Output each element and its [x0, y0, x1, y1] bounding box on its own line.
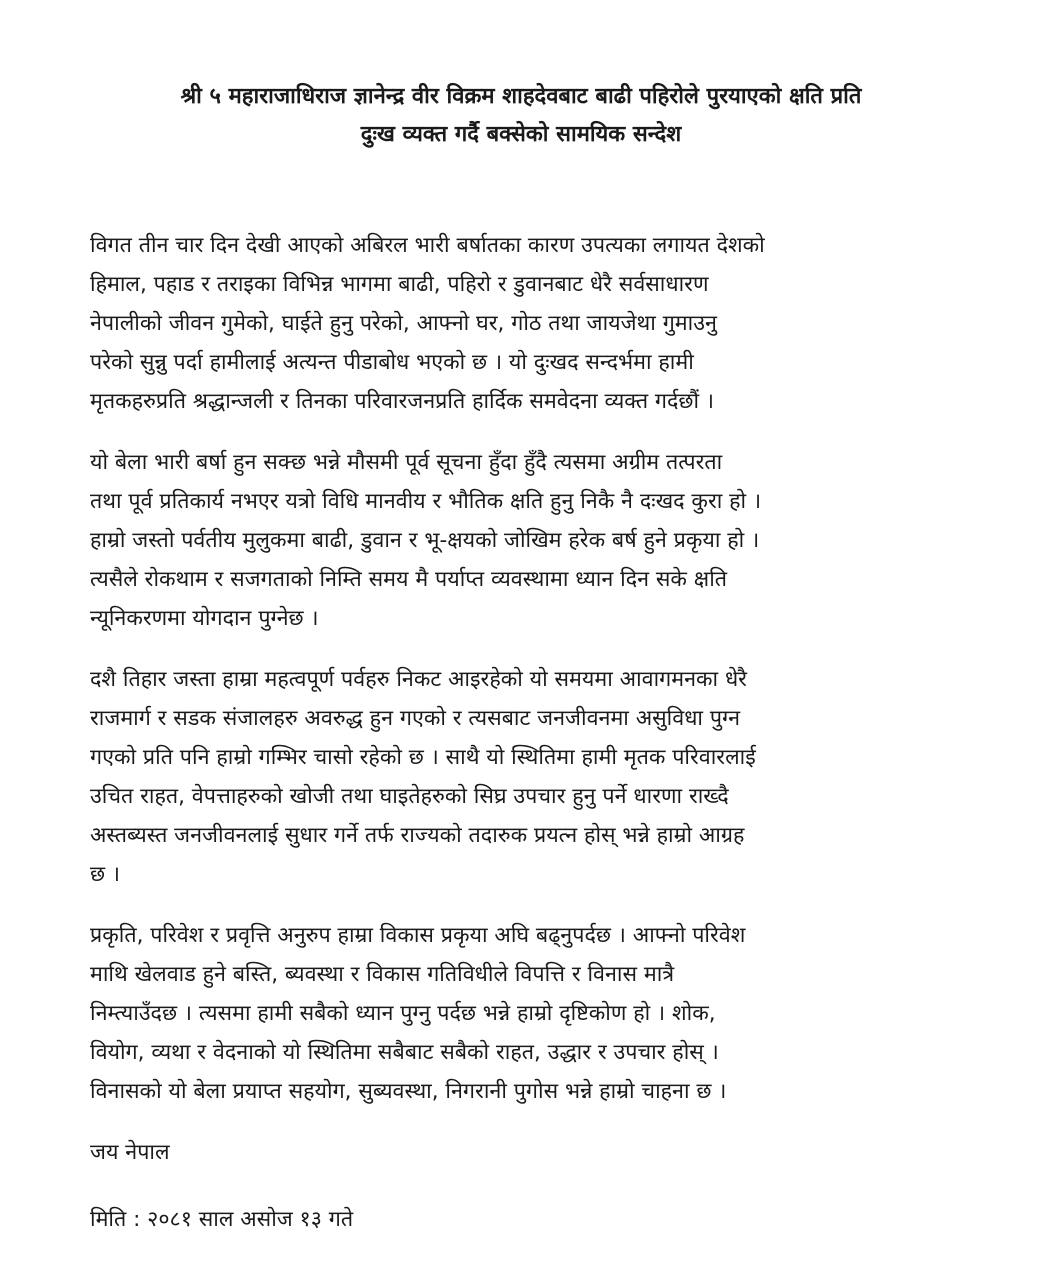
paragraph-line: माथि खेलवाड हुने बस्ति, ब्यवस्था र विकास गतिविधीले विपत्ति र विनास मात्रै — [90, 962, 675, 987]
title-line-2: दुःख व्यक्त गर्दै बक्सेको सामयिक सन्देश — [360, 122, 682, 147]
document-title — [60, 78, 982, 154]
paragraph-line: हिमाल, पहाड र तराइका विभिन्न भागमा बाढी, पहिरो र डुवानबाट धेरै सर्वसाधारण — [90, 272, 709, 297]
title-line-1: श्री ५ महाराजाधिराज ज्ञानेन्द्र वीर विक्रम शाहदेवबाट बाढी पहिरोले पुरयाएको क्षति प्रति — [180, 84, 862, 109]
paragraph-line: विगत तीन चार दिन देखी आएको अबिरल भारी बर्षातका कारण उपत्यका लगायत देशको — [90, 233, 765, 258]
paragraph-line: प्रकृति, परिवेश र प्रवृत्ति अनुरुप हाम्रा विकास प्रकृया अघि बढ्नुपर्दछ । आफ्नो परिवेश — [90, 923, 746, 948]
paragraph-line: तथा पूर्व प्रतिकार्य नभएर यत्रो विधि मानवीय र भौतिक क्षति हुनु निकै नै दःखद कुरा हो । — [90, 489, 762, 514]
paragraph-line: परेको सुन्नु पर्दा हामीलाई अत्यन्त पीडाबोध भएको छ । यो दुःखद सन्दर्भमा हामी — [90, 350, 694, 375]
document-date: मिति : २०८१ साल असोज १३ गते — [90, 1207, 354, 1232]
paragraph-line: अस्तब्यस्त जनजीवनलाई सुधार गर्ने तर्फ राज्यको तदारुक प्रयत्न होस् भन्ने हाम्रो आग्रह — [90, 823, 745, 848]
paragraph-line: निम्त्याउँदछ । त्यसमा हामी सबैको ध्यान पुग्नु पर्दछ भन्ने हाम्रो दृष्टिकोण हो । शोक, — [90, 1001, 716, 1026]
paragraph-line: राजमार्ग र सडक संजालहरु अवरुद्ध हुन गएको र त्यसबाट जनजीवनमा असुविधा पुग्न — [90, 706, 741, 731]
paragraph-line: उचित राहत, वेपत्ताहरुको खोजी तथा घाइतेहरुको सिघ्र उपचार हुनु पर्ने धारणा राख्दै — [90, 784, 729, 809]
paragraph-4 — [90, 916, 960, 1111]
paragraph-line: नेपालीको जीवन गुमेको, घाईते हुनु परेको, आफ्नो घर, गोठ तथा जायजेथा गुमाउनु — [90, 311, 717, 336]
paragraph-line: विनासको यो बेला प्रयाप्त सहयोग, सुब्यवस्था, निगरानी पुगोस भन्ने हाम्रो चाहना छ । — [90, 1079, 727, 1104]
paragraph-2 — [90, 443, 960, 638]
paragraph-line: वियोग, व्यथा र वेदनाको यो स्थितिमा सबैबाट सबैको राहत, उद्धार र उपचार होस् । — [90, 1040, 719, 1065]
paragraph-1 — [90, 226, 960, 421]
paragraph-line: गएको प्रति पनि हाम्रो गम्भिर चासो रहेको छ । साथै यो स्थितिमा हामी मृतक परिवारलाई — [90, 745, 756, 770]
paragraph-line: हाम्रो जस्तो पर्वतीय मुलुकमा बाढी, डुवान र भू-क्षयको जोखिम हरेक बर्ष हुने प्रकृया हो । — [90, 528, 760, 553]
paragraph-3 — [90, 660, 960, 894]
paragraph-line: मृतकहरुप्रति श्रद्धान्जली र तिनका परिवारजनप्रति हार्दिक समवेदना व्यक्त गर्दछौं । — [90, 389, 715, 414]
document-body — [90, 226, 960, 1267]
paragraph-line: दशै तिहार जस्ता हाम्रा महत्वपूर्ण पर्वहरु निकट आइरहेको यो समयमा आवागमनका धेरै — [90, 667, 747, 692]
paragraph-line: न्यूनिकरणमा योगदान पुग्नेछ । — [90, 606, 319, 631]
closing-salutation: जय नेपाल — [90, 1140, 170, 1165]
paragraph-line: छ । — [90, 862, 121, 887]
paragraph-line: त्यसैले रोकथाम र सजगताको निम्ति समय मै पर्याप्त व्यवस्थामा ध्यान दिन सके क्षति — [90, 567, 728, 592]
paragraph-line: यो बेला भारी बर्षा हुन सक्छ भन्ने मौसमी पूर्व सूचना हुँदा हुँदै त्यसमा अग्रीम तत्परता — [90, 450, 723, 475]
